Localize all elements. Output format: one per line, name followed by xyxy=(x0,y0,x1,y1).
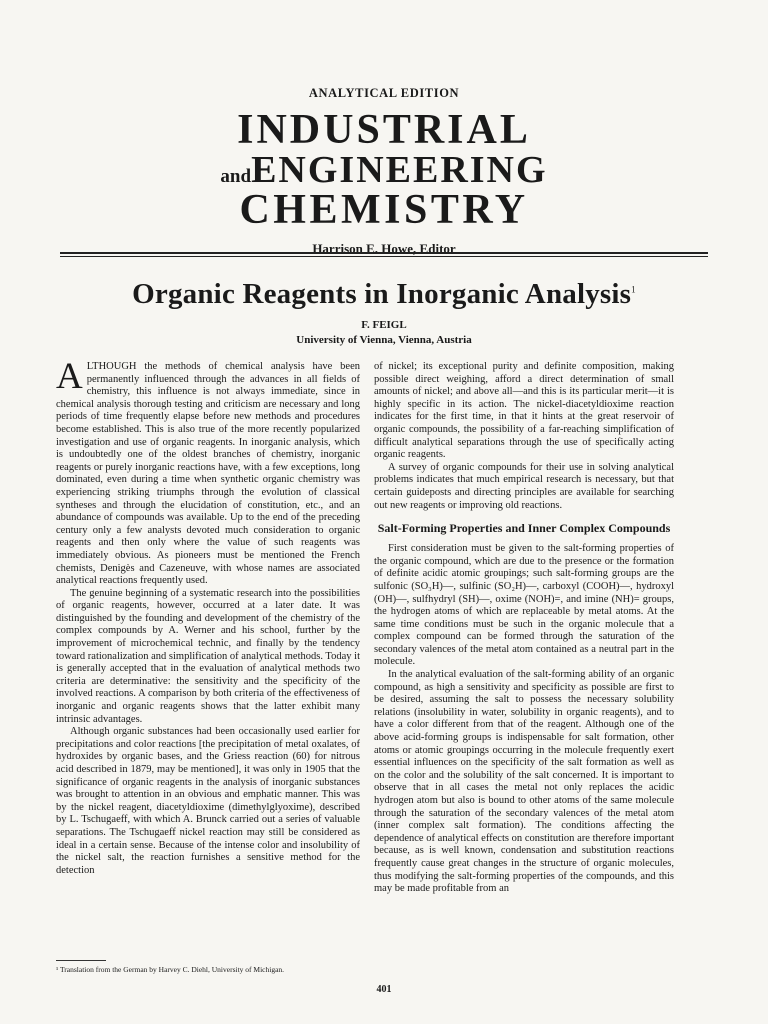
page-number: 401 xyxy=(376,984,392,995)
paragraph xyxy=(56,356,360,588)
author-name: F. FEIGL xyxy=(361,319,407,331)
journal-title-line3: CHEMISTRY xyxy=(239,187,529,233)
footnote: ¹ Translation from the German by Harvey C. Diehl, University of Michigan. xyxy=(56,965,285,974)
paragraph: Although organic substances had been occasionally used earlier for precipitations and color reactions [the precipitation of metal oxalates, of hydroxides by organic bases, and the Griess reaction (60) for nitrous acid described in 1879, may be mentioned], it was only in 1905 that the significance of organic reagents in the analysis of inorganic substances was brought to attention in an obvious and emphatic manner. This was by the nickel reagent, diacetyldioxime (dimethylglyoxime), described by L. Tschugaeff, with which A. Brunck carried out a series of valuable separations. The Tschugaeff nickel reaction may still be considered as ideal in a certain sense. Because of the intense color and insolubility of the nickel salt, the reaction furnishes a sensitive method for the detection xyxy=(56,726,360,876)
journal-title-and: and xyxy=(220,166,252,187)
section-heading: Salt-Forming Properties and Inner Complex Compounds xyxy=(377,521,671,536)
text-column-right xyxy=(374,361,674,896)
paragraph: In the analytical evaluation of the salt-forming ability of an organic compound, as high a sensitivity and specificity as possible are first to be desired, assuming the salt to possess the necessary solubility relations (insolubility in water, solubility in organic reagents), and to have a color different from that of the reagent. Although one of the above acid-forming groups is indispensable for salt formation, other atoms or atomic groupings occurring in the molecule frequently exert essential influences on the specificity of the salt formation as well as on the color and the solubility of the salt concerned. It is important to observe that in all cases the metal not only replaces the acidic hydrogen atom but also is bound to other atoms of the same molecule through the saturation of the secondary valences of the metal atom (inner complex salt formation). The conditions affecting the dependence of analytical effects on constitution are therefore important because, as is well known, condensation and substitution reactions frequently cause great changes in the structure of organic molecules, thus modifying the salt-forming properties of the compounds, and this may be made profitable from an xyxy=(374,669,674,895)
journal-title-line2 xyxy=(0,151,768,189)
footnote-rule xyxy=(56,960,106,961)
article-title-text: Organic Reagents in Inorganic Analysis xyxy=(132,278,632,310)
author-affiliation: University of Vienna, Vienna, Austria xyxy=(296,334,472,346)
edition-label: ANALYTICAL EDITION xyxy=(308,86,460,100)
editor-credit: Harrison E. Howe, Editor xyxy=(312,241,456,256)
paragraph: A survey of organic compounds for their use in solving analytical problems indicates that much empirical research is necessary, but that certain guideposts and directing principles are available for searching out new reagents or improving old reactions. xyxy=(374,461,674,511)
paragraph: The genuine beginning of a systematic research into the possibilities of organic reagents, however, occurred at a later date. It was distinguished by the founding and development of the chemistry of the complex compounds by A. Werner and his school, further by the improvement of microchemical technic, and finally by the tendency toward rationalization and simplification of analytical methods. Today it is generally accepted that in the evaluation of analytical methods two criteria are determinative: the sensitivity and the specificity of the involved reactions. A comparison by both criteria of the effectiveness of inorganic and organic reagents shows that the latter exhibit many intrinsic advantages. xyxy=(56,587,360,725)
drop-cap: A xyxy=(56,356,83,397)
paragraph: of nickel; its exceptional purity and definite composition, making possible direct weighing, afford a direct determination of small amounts of nickel; and above all—and this is its particular merit—it is highly specific in its action. The nickel-diacetyldioxime reaction indicates for the first time, in that it hints at the great reservoir of organic compounds, the possibility of a far-reaching simplification of difficult analytical separations through the use of specifically acting organic reagents. xyxy=(374,361,674,461)
journal-masthead xyxy=(0,86,768,257)
text-column-left xyxy=(56,356,360,877)
journal-title-line1: INDUSTRIAL xyxy=(237,107,531,153)
paragraph-text: LTHOUGH the methods of chemical analysis have been permanently influenced through the advances in all fields of chemistry, this influence is not always immediate, since in chemical analysis thorough testing and criticism are necessary and long periods of time frequently elapse before new methods and procedures become established. This is also true of the more recently popularized investigation and use of organic reagents. In inorganic analysis, which is undoubtedly one of the oldest branches of chemistry, inorganic reagents or purely inorganic reactions have, with a few exceptions, long dominated, even during a time when synthetic organic chemistry was experiencing striking triumphs through the evolution of classical syntheses and through the elucidation of constitution, etc., and an abundance of compounds was available. Up to the end of the preceding century only a few analysts devoted much consideration to organic reagents and then only where the value of such reagents was immediately obvious. As pioneers must be mentioned the French chemists, Denigès and Cazeneuve, with whose names are associated analytical reactions frequently used. xyxy=(56,361,360,587)
article-title xyxy=(0,278,768,311)
journal-title-engineering: ENGINEERING xyxy=(251,149,548,191)
header-rule-thick xyxy=(60,252,708,254)
title-footnote-marker: 1 xyxy=(631,284,636,295)
journal-title xyxy=(0,109,768,231)
paragraph: First consideration must be given to the salt-forming properties of the organic compound, which are due to the presence or the formation of definite acidic atomic groupings; such salt-forming groups are the sulfonic (SO₃H)—, sulfinic (SO₂H)—, carboxyl (COOH)—, hydroxyl (OH)—, sulfhydryl (SH)—, oxime (NOH)=, and imine (NH)= groups, the hydrogen atoms of which are replaceable by metal atoms. At the same time conditions must be such in the organic molecule that a complex compound can be formed through the saturation of the secondary valences of the metal atom contained as a neutral part in the molecule. xyxy=(374,543,674,668)
header-rule-thin xyxy=(60,256,708,257)
